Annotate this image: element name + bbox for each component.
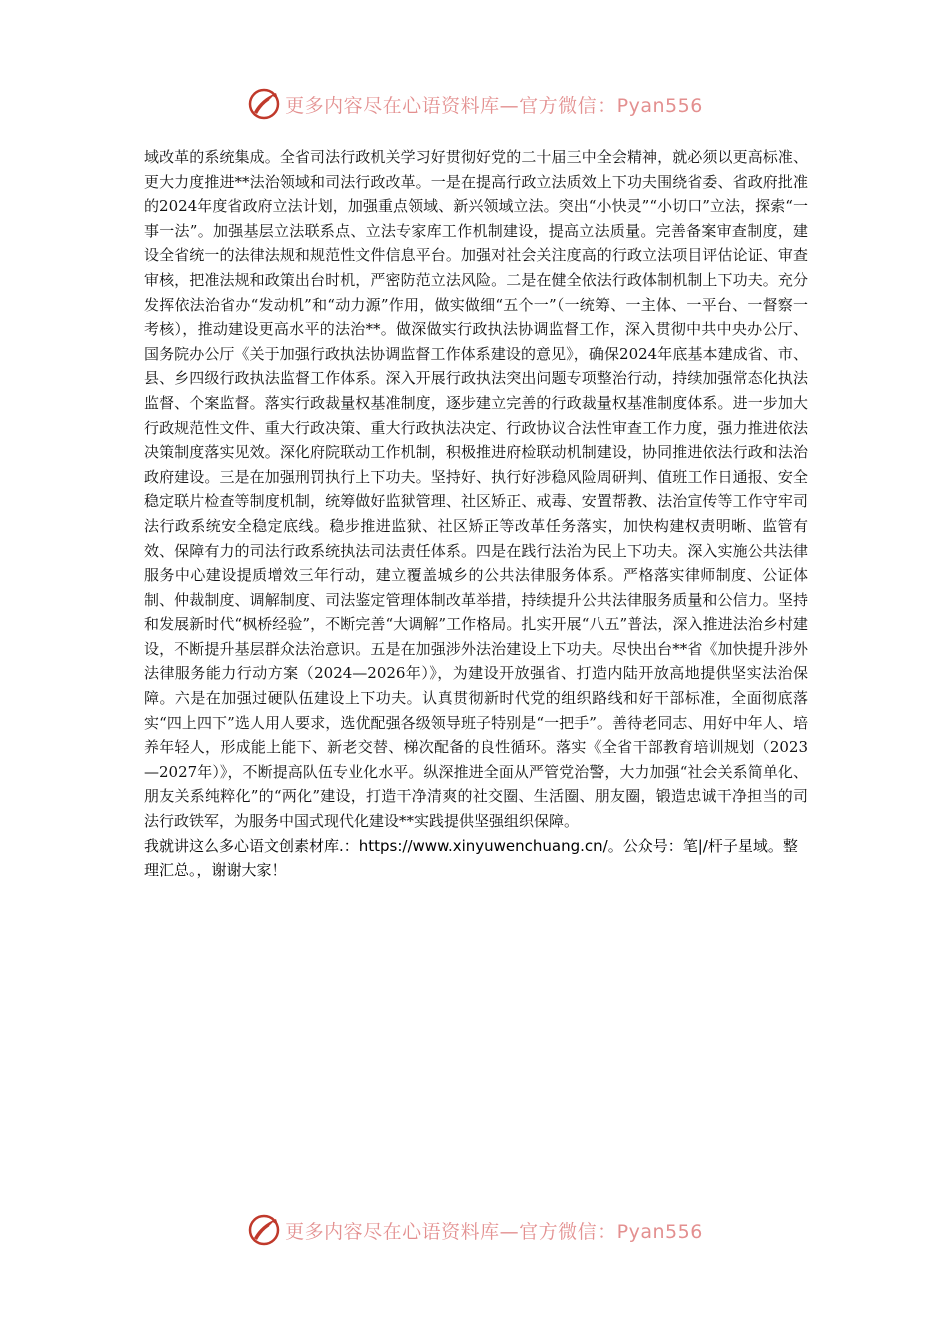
pen-logo-icon bbox=[247, 87, 281, 121]
document-body bbox=[144, 145, 808, 883]
footer-banner-text: 更多内容尽在心语资料库—官方微信：Pyan556 bbox=[285, 1220, 703, 1243]
footer-banner bbox=[0, 1210, 950, 1250]
header-banner bbox=[0, 84, 950, 124]
pen-logo-icon bbox=[247, 1213, 281, 1247]
body-paragraph: 域改革的系统集成。全省司法行政机关学习好贯彻好党的二十届三中全会精神，就必须以更高标准、更大力度推进**法治领域和司法行政改革。一是在提高行政立法质效上下功夫围绕省委、省政府批准的2024年度省政府立法计划，加强重点领域、新兴领域立法。突出“小快灵”“小切口”立法，探索“一事一法”。加强基层立法联系点、立法专家库工作机制建设，提高立法质量。完善备案审查制度，建设全省统一的法律法规和规范性文件信息平台。加强对社会关注度高的行政立法项目评估论证、审查审核，把准法规和政策出台时机，严密防范立法风险。二是在健全依法行政体制机制上下功夫。充分发挥依法治省办“发动机”和“动力源”作用，做实做细“五个一”（一统筹、一主体、一平台、一督察一考核），推动建设更高水平的法治**。做深做实行政执法协调监督工作，深入贯彻中共中央办公厅、国务院办公厅《关于加强行政执法协调监督工作体系建设的意见》，确保2024年底基本建成省、市、县、乡四级行政执法监督工作体系。深入开展行政执法突出问题专项整治行动，持续加强常态化执法监督、个案监督。落实行政裁量权基准制度，逐步建立完善的行政裁量权基准制度体系。进一步加大行政规范性文件、重大行政决策、重大行政执法决定、行政协议合法性审查工作力度，强力推进依法决策制度落实见效。深化府院联动工作机制，积极推进府检联动机制建设，协同推进依法行政和法治政府建设。三是在加强刑罚执行上下功夫。坚持好、执行好涉稳风险周研判、值班工作日通报、安全稳定联片检查等制度机制，统筹做好监狱管理、社区矫正、戒毒、安置帮教、法治宣传等工作守牢司法行政系统安全稳定底线。稳步推进监狱、社区矫正等改革任务落实，加快构建权责明晰、监管有效、保障有力的司法行政系统执法司法责任体系。四是在践行法治为民上下功夫。深入实施公共法律服务中心建设提质增效三年行动，建立覆盖城乡的公共法律服务体系。严格落实律师制度、公证体制、仲裁制度、调解制度、司法鉴定管理体制改革举措，持续提升公共法律服务质量和公信力。坚持和发展新时代“枫桥经验”，不断完善“大调解”工作格局。扎实开展“八五”普法，深入推进法治乡村建设，不断提升基层群众法治意识。五是在加强涉外法治建设上下功夫。尽快出台**省《加快提升涉外法律服务能力行动方案（2024—2026年）》，为建设开放强省、打造内陆开放高地提供坚实法治保障。六是在加强过硬队伍建设上下功夫。认真贯彻新时代党的组织路线和好干部标准，全面彻底落实“四上四下”选人用人要求，选优配强各级领导班子特别是“一把手”。善待老同志、用好中年人、培养年轻人，形成能上能下、新老交替、梯次配备的良性循环。落实《全省干部教育培训规划（2023—2027年）》，不断提高队伍专业化水平。纵深推进全面从严管党治警，大力加强“社会关系简单化、朋友关系纯粹化”的“两化”建设，打造干净清爽的社交圈、生活圈、朋友圈，锻造忠诚干净担当的司法行政铁军，为服务中国式现代化建设**实践提供坚强组织保障。 bbox=[144, 148, 808, 831]
closing-paragraph: 我就讲这么多心语文创素材库.：https://www.xinyuwenchuang.cn/。公众号：笔|/杆子星域。整理汇总。，谢谢大家！ bbox=[144, 836, 798, 880]
header-banner-text: 更多内容尽在心语资料库—官方微信：Pyan556 bbox=[285, 94, 703, 117]
